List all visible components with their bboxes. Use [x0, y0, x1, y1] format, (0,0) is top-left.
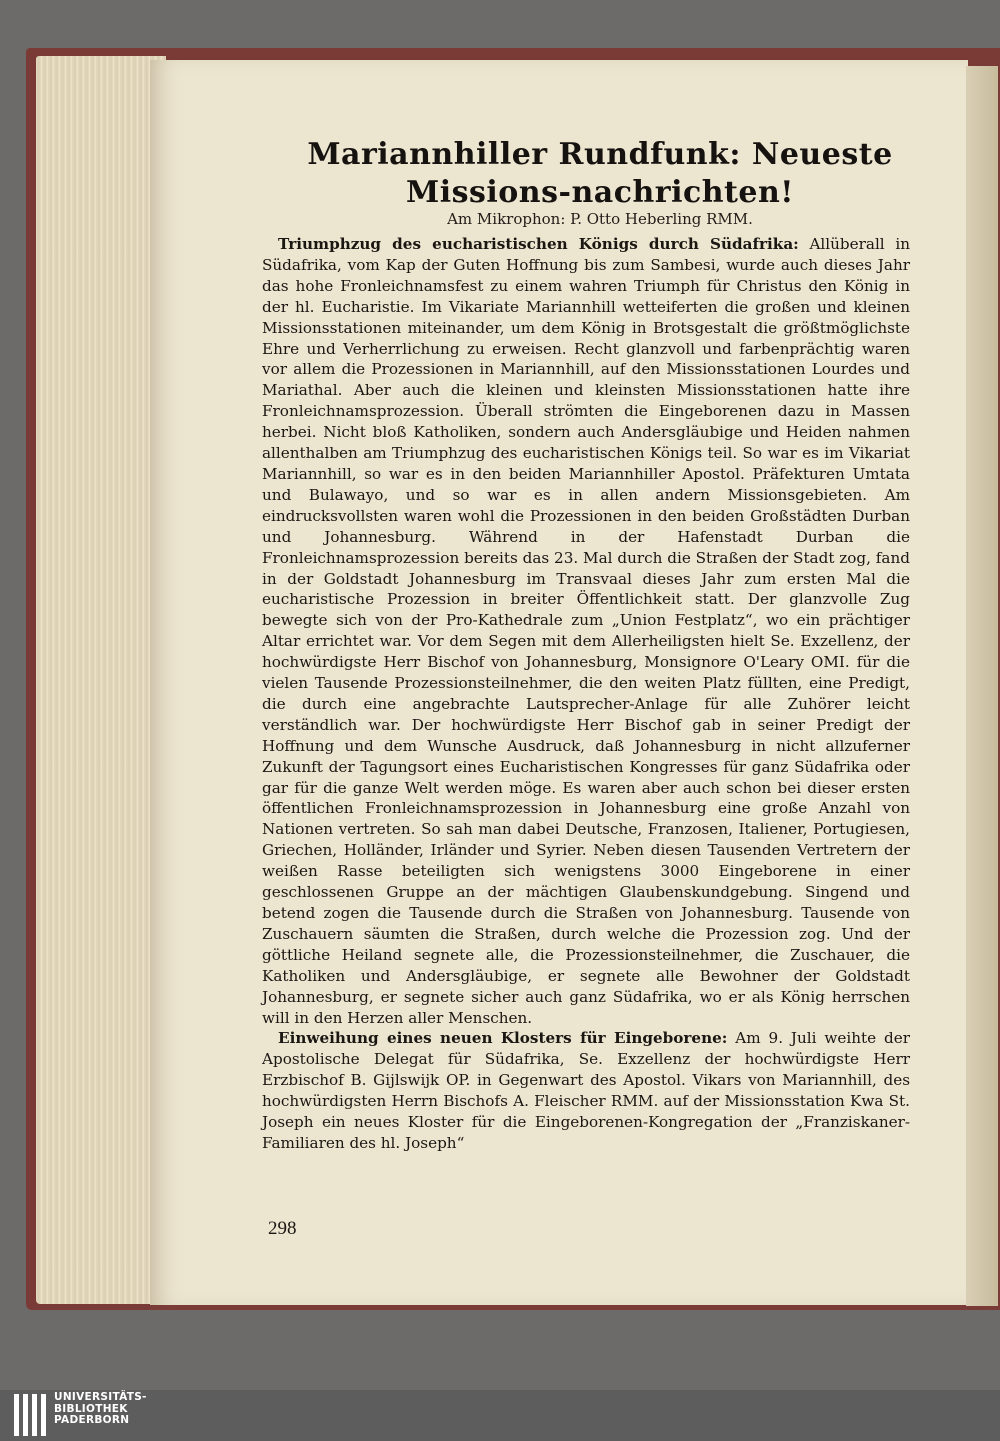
paragraph-lead: Triumphzug des eucharistischen Königs durch Südafrika: — [278, 235, 799, 253]
article-byline: Am Mikrophon: P. Otto Heberling RMM. — [447, 210, 753, 228]
logo-line: PADERBORN — [54, 1414, 130, 1426]
article-title: Mariannhiller Rundfunk: Neueste Missions-nachrichten! — [307, 137, 893, 210]
footer-bar — [0, 1390, 1000, 1441]
paragraph-text: Allüberall in Südafrika, vom Kap der Guten Hoffnung bis zum Sambesi, wurde auch dieses Jahr das hohe Fronleichnamsfest zu einem wahren Triumph für Christus den König in der hl. Eucharistie. Im Vikariate Mariannhill wetteiferten die großen und kleinen Missionsstationen miteinander, um dem König in Brotsgestalt die größtmöglichste Ehre und Verherrlichung zu erweisen. Recht glanzvoll und farbenprächtig waren vor allem die Prozessionen in Mariannhill, auf den Missionsstationen Lourdes und Mariathal. Aber auch die kleinen und kleinsten Missionsstationen hatte ihre Fronleichnamsprozession. Überall strömten die Eingeborenen dazu in Massen herbei. Nicht bloß Katholiken, sondern auch Andersgläubige und Heiden nahmen allenthalben am Triumphzug des eucharistischen Königs teil. So war es im Vikariat Mariannhill, so war es in den beiden Mariannhiller Apostol. Präfekturen Umtata und Bulawayo, und so war es in allen andern Missionsgebieten. Am eindrucksvollsten waren wohl die Prozessionen in den beiden Großstädten Durban und Johannesburg. Während in der Hafenstadt Durban die Fronleichnamsprozession bereits das 23. Mal durch die Straßen der Stadt zog, fand in der Goldstadt Johannesburg im Transvaal dieses Jahr zum ersten Mal die eucharistische Prozession in breiter Öffentlichkeit statt. Der glanzvolle Zug bewegte sich von der Pro-Kathedrale zum „Union Festplatz“, wo ein prächtiger Altar errichtet war. Vor dem Segen mit dem Allerheiligsten hielt Se. Exzellenz, der hochwürdigste Herr Bischof von Johannesburg, Monsignore O'Leary OMI. für die vielen Tausende Prozessionsteilnehmer, die den weiten Platz füllten, eine Predigt, die durch eine angebrachte Lautsprecher-Anlage für alle Zuhörer leicht verständlich war. Der hochwürdigste Herr Bischof gab in seiner Predigt der Hoffnung und dem Wunsche Ausdruck, daß Johannesburg in nicht allzuferner Zukunft der Tagungsort eines Eucharistischen Kongresses für ganz Südafrika oder gar für die ganze Welt werden möge. Es waren aber auch schon bei dieser ersten öffentlichen Fronleichnamsprozession in Johannesburg eine große Anzahl von Nationen vertreten. So sah man dabei Deutsche, Franzosen, Italiener, Portugiesen, Griechen, Holländer, Irländer und Syrier. Neben diesen Tausenden Vertretern der weißen Rasse beteiligten sich wenigstens 3000 Eingeborene in einer geschlossenen Gruppe an der mächtigen Glaubenskundgebung. Singend und betend zogen die Tausende durch die Straßen von Johannesburg. Tausende von Zuschauern säumten die Straßen, durch welche die Prozession zog. Und der göttliche Heiland segnete alle, die Prozessionsteilnehmer, die Zuschauer, die Katholiken und Andersgläubige, er segnete alle Bewohner der Goldstadt Johannesburg, er segnete sicher auch ganz Südafrika, wo er als König herrschen will in den Herzen aller Menschen. — [262, 235, 910, 1027]
paragraph-lead: Einweihung eines neuen Klosters für Eingeborene: — [278, 1029, 728, 1048]
logo-line: UNIVERSITÄTS- — [54, 1391, 147, 1403]
library-logo-icon — [12, 1392, 48, 1438]
logo-line: BIBLIOTHEK — [54, 1402, 128, 1415]
paragraph-monastery-consecration — [262, 1028, 910, 1153]
page-right-edge — [966, 66, 998, 1306]
article-body — [262, 234, 910, 1154]
page-number: 298 — [268, 1218, 297, 1239]
library-logo-text — [54, 1392, 147, 1427]
paragraph-eucharistic-procession — [262, 234, 910, 1028]
page-edges — [36, 56, 166, 1304]
paragraph-text: Am 9. Juli weihte der Apostolische Delegat für Südafrika, Se. Exzellenz der hochwürdigste Herr Erzbischof B. Gijlswijk OP. in Gegenwart des Apostol. Vikars von Mariannhill, des hochwürdigsten Herrn Bischofs A. Fleischer RMM. auf der Missionsstation Kwa St. Joseph ein neues Kloster für die Eingeborenen-Kongregation der „Franziskaner-Familiaren des hl. Joseph“ — [262, 1029, 910, 1152]
